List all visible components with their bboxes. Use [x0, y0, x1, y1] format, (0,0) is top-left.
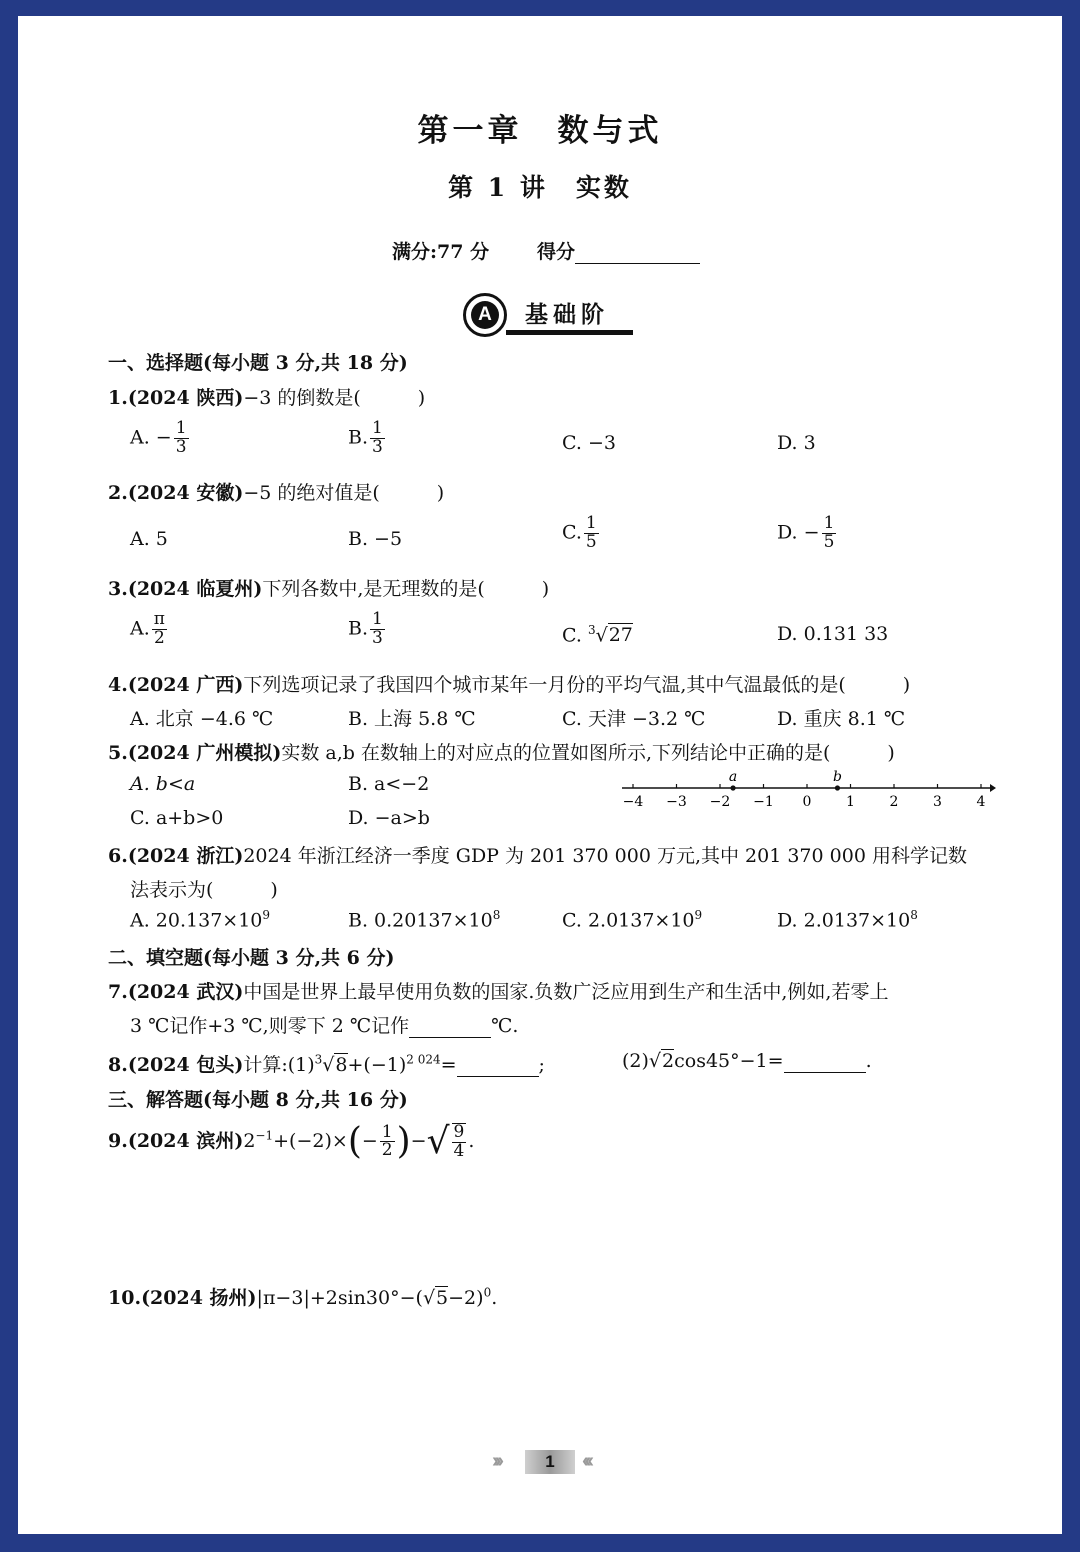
q6-option-b[interactable]: B. $0.20137\times 10^8$ — [348, 908, 501, 932]
q5-option-c[interactable]: C. a+b>0 — [130, 807, 224, 829]
q3-option-a[interactable]: A. $\frac{\pi}{2}$ — [130, 609, 165, 648]
level-badge-circle — [463, 293, 507, 337]
q3-option-d[interactable]: D. 0.131 33 — [777, 623, 889, 645]
q2-option-d[interactable]: D. − $\frac{1}{5}$ — [777, 513, 835, 552]
q2-option-a[interactable]: A. 5 — [130, 528, 168, 550]
level-badge: A — [471, 301, 499, 329]
level-underline — [506, 330, 633, 335]
axis-tick-label: 4 — [976, 794, 986, 810]
q1-option-b[interactable]: B. $\frac{1}{3}$ — [348, 418, 383, 457]
q8-1-answer-blank[interactable] — [457, 1054, 539, 1077]
score-blank[interactable] — [575, 241, 700, 264]
axis-tick-label: 0 — [802, 794, 812, 810]
chapter-title: 第一章 数与式 — [417, 113, 663, 149]
q4-option-d[interactable]: D. 重庆 8.1 ℃ — [777, 708, 906, 730]
axis-tick-label: −1 — [753, 794, 774, 810]
question-5: 5.(2024 广州模拟)实数 a,b 在数轴上的对应点的位置如图所示,下列结论中正确的是( ) — [108, 742, 895, 764]
q2-option-c[interactable]: C. $\frac{1}{5}$ — [562, 513, 597, 552]
q5-option-b[interactable]: B. a<−2 — [348, 773, 430, 795]
footer-chevron-right-icon: ››› — [492, 1450, 500, 1472]
q4-option-a[interactable]: A. 北京 −4.6 ℃ — [130, 708, 274, 730]
level-title: 基础阶 — [525, 301, 609, 328]
q8-2-answer-blank[interactable] — [784, 1050, 866, 1073]
axis-tick-label: −2 — [709, 794, 731, 810]
q1-option-c[interactable]: C. −3 — [562, 432, 616, 454]
point-a-label: a — [728, 769, 738, 785]
axis-tick-label: −4 — [622, 794, 644, 810]
page-number: 1 — [525, 1450, 575, 1474]
question-3: 3.(2024 临夏州)下列各数中,是无理数的是( ) — [108, 578, 550, 600]
footer-chevron-left-icon: ‹‹‹ — [582, 1450, 590, 1472]
q3-option-c[interactable]: C. $^3$√27 — [562, 623, 633, 647]
axis-tick-label: 2 — [889, 794, 899, 810]
axis-tick-label: 1 — [846, 794, 855, 810]
question-9: 9.(2024 滨州)$2^{-1}+(-2)\times(-$ $\frac{1}{2}$ )−√ $\frac{9}{4}$ . — [108, 1120, 475, 1162]
q1-option-d[interactable]: D. 3 — [777, 432, 816, 454]
q4-option-c[interactable]: C. 天津 −3.2 ℃ — [562, 708, 706, 730]
question-7-line2: 3 ℃记作+3 ℃,则零下 2 ℃记作 ℃. — [130, 1015, 519, 1037]
q1-option-a[interactable]: A. − $\frac{1}{3}$ — [130, 418, 187, 457]
section-fill: 二、填空题(每小题 3 分,共 6 分) — [108, 947, 395, 969]
q3-option-b[interactable]: B. $\frac{1}{3}$ — [348, 609, 383, 648]
question-6: 6.(2024 浙江)2024 年浙江经济一季度 GDP 为 201 370 000 万元,其中 201 370 000 用科学记数 — [108, 845, 967, 867]
question-8: 8.(2024 包头)计算$:(1)^3√8+(-1)^{2 024}=$ ; — [108, 1052, 545, 1076]
point-b-label: b — [832, 769, 842, 785]
q7-answer-blank[interactable] — [409, 1015, 491, 1038]
q2-option-b[interactable]: B. −5 — [348, 528, 403, 550]
question-8-part2: (2)√2cos45°−1= . — [622, 1050, 872, 1072]
score-label: 得分 — [537, 237, 700, 264]
axis-tick-label: 3 — [933, 794, 942, 810]
question-10: 10.(2024 扬州)$|\pi-3|+2\sin 30^\circ-(√5-2)^0$. — [108, 1285, 498, 1309]
q6-option-d[interactable]: D. $2.0137\times 10^8$ — [777, 908, 918, 932]
question-4: 4.(2024 广西)下列选项记录了我国四个城市某年一月份的平均气温,其中气温最低的是( ) — [108, 674, 911, 696]
lecture-title: 第 1 讲 实数 — [448, 173, 632, 202]
question-6-line2: 法表示为( ) — [130, 879, 278, 901]
q6-option-a[interactable]: A. $20.137\times 10^9$ — [130, 908, 271, 932]
axis-tick-label: −3 — [666, 794, 687, 810]
q5-option-a[interactable]: A. b<a — [130, 773, 196, 795]
q5-option-d[interactable]: D. −a>b — [348, 807, 430, 829]
section-choice: 一、选择题(每小题 3 分,共 18 分) — [108, 352, 408, 374]
point-a — [730, 785, 735, 790]
number-line-arrow — [990, 784, 996, 792]
q6-option-c[interactable]: C. $2.0137\times 10^9$ — [562, 908, 703, 932]
question-1: 1.(2024 陕西)−3 的倒数是( ) — [108, 387, 426, 409]
q4-option-b[interactable]: B. 上海 5.8 ℃ — [348, 708, 476, 730]
question-7: 7.(2024 武汉)中国是世界上最早使用负数的国家.负数广泛应用到生产和生活中,例如,若零上 — [108, 981, 889, 1003]
point-b — [835, 785, 840, 790]
question-2: 2.(2024 安徽)−5 的绝对值是( ) — [108, 482, 445, 504]
full-score: 满分:77 分 — [392, 241, 490, 263]
section-solve: 三、解答题(每小题 8 分,共 16 分) — [108, 1089, 408, 1111]
number-line — [618, 768, 998, 812]
